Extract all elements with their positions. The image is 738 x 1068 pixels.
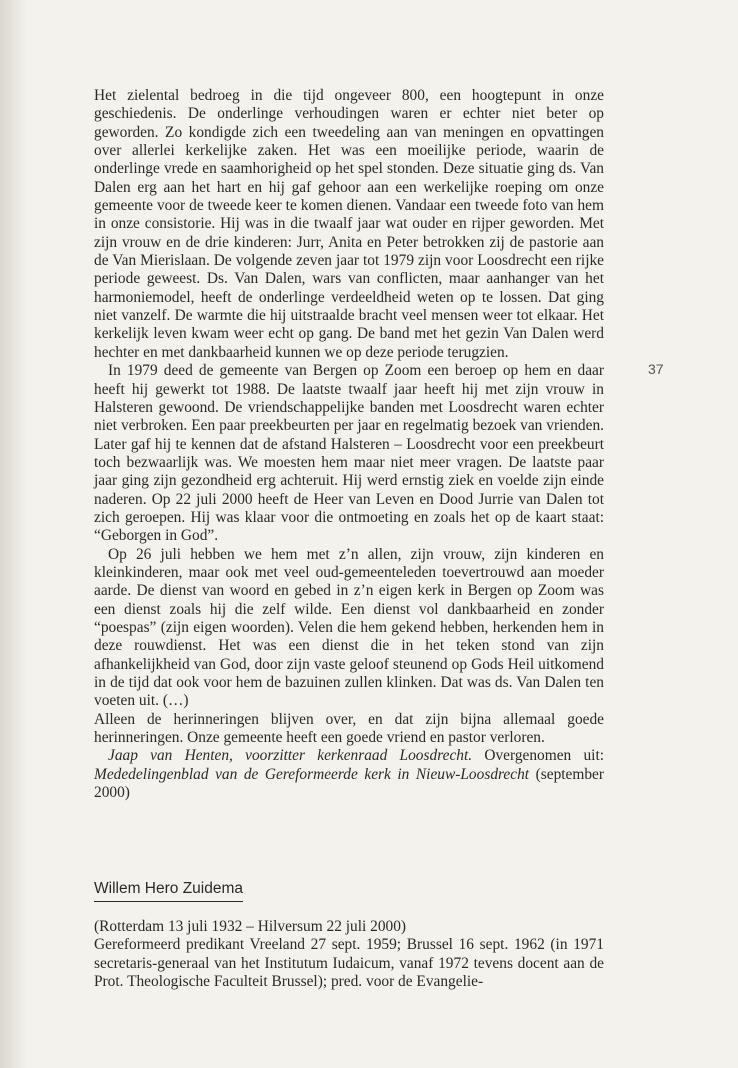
section-dates: (Rotterdam 13 juli 1932 – Hilversum 22 juli 2000) xyxy=(94,918,407,935)
section-body xyxy=(94,918,604,991)
paragraph-4: Alleen de herinneringen blijven over, en dat zijn bijna allemaal goede herinneringen. Onze gemeente heeft een goede vriend en pastor verloren. xyxy=(94,710,604,747)
citation-source: Mededelingenblad van de Gereformeerde kerk in Nieuw-Loosdrecht xyxy=(94,765,530,783)
page-gutter xyxy=(0,0,28,1068)
article-body xyxy=(94,87,604,802)
paragraph-1: Het zielental bedroeg in die tijd ongeveer 800, een hoogtepunt in onze geschiedenis. De onderlinge verhoudingen waren er echter niet beter op geworden. Zo kondigde zich een tweedeling aan van meningen en opvattingen over allerlei kerkelijke zaken. Het was een moeilijke periode, waarin de onderlinge vrede en saamhorigheid op het spel stonden. Deze situatie ging ds. Van Dalen erg aan het hart en hij gaf gehoor aan een werkelijke roeping om onze gemeente voor de tweede keer te komen dienen. Vandaar een tweede foto van hem in onze consistorie. Hij was in die twaalf jaar wat ouder en rijper geworden. Met zijn vrouw en de drie kinderen: Jurr, Anita en Peter betrokken zij de pastorie aan de Van Mierislaan. De volgende zeven jaar tot 1979 zijn voor Loosdrecht een rijke periode geweest. Ds. Van Dalen, wars van conflicten, maar aanhanger van het harmoniemodel, heeft de onderlinge verdeeldheid weten op te lossen. Dat ging niet vanzelf. De warmte die hij uitstraalde bracht veel mensen weer tot elkaar. Het kerkelijk leven kwam weer echt op gang. De band met het gezin Van Dalen werd hechter en met dankbaarheid kunnen we op deze periode terugzien. xyxy=(94,87,604,361)
biography-section xyxy=(94,878,604,991)
page-number: 37 xyxy=(648,361,664,377)
citation xyxy=(94,747,604,802)
paragraph-2: In 1979 deed de gemeente van Bergen op Zoom een beroep op hem en daar heeft hij gewerkt tot 1988. De laatste twaalf jaar heeft hij met zijn vrouw in Halsteren gewoond. De vriendschappelijke banden met Loosdrecht waren echter niet verbroken. Een paar preekbeurten per jaar en regelmatig bezoek van vrienden. Later gaf hij te kennen dat de afstand Halsteren – Loosdrecht voor een preekbeurt toch bezwaarlijk was. We moesten hem maar niet meer vragen. De laatste paar jaar ging zijn gezondheid erg achteruit. Hij werd ernstig ziek en voelde zijn einde naderen. Op 22 juli 2000 heeft de Heer van Leven en Dood Jurrie van Dalen tot zich geroepen. Hij was klaar voor die ontmoeting en zoals het op de kaart staat: “Geborgen in God”. xyxy=(94,362,604,545)
paragraph-3: Op 26 juli hebben we hem met z’n allen, zijn vrouw, zijn kinderen en kleinkinderen, maar ook met veel oud-gemeenteleden toevertrouwd aan moeder aarde. De dienst van woord en gebed in z’n eigen kerk in Bergen op Zoom was een dienst zoals hij die zelf wilde. Een dienst vol dankbaarheid en zonder “poespas” (zijn eigen woorden). Velen die hem gekend hebben, herkenden hem in deze rouwdienst. Het was een dienst die in het teken stond van zijn afhankelijkheid van God, door zijn vaste geloof steunend op Gods Heil uitkomend in de tijd dat ook voor hem de bazuinen zullen klinken. Dat was ds. Van Dalen ten voeten uit. (…) xyxy=(94,545,604,710)
citation-suffix: (september 2000) xyxy=(94,765,604,802)
section-career: Gereformeerd predikant Vreeland 27 sept. 1959; Brussel 16 sept. 1962 (in 1971 secretaris-generaal van het Institutum Iudaicum, vanaf 1972 tevens docent aan de Prot. Theologische Faculteit Brussel); pred. voor de Evangelie- xyxy=(94,936,604,991)
citation-author: Jaap van Henten, voorzitter kerkenraad Loosdrecht. xyxy=(108,747,473,765)
section-heading: Willem Hero Zuidema xyxy=(94,880,243,902)
citation-prefix: Overgenomen uit: xyxy=(472,747,604,765)
